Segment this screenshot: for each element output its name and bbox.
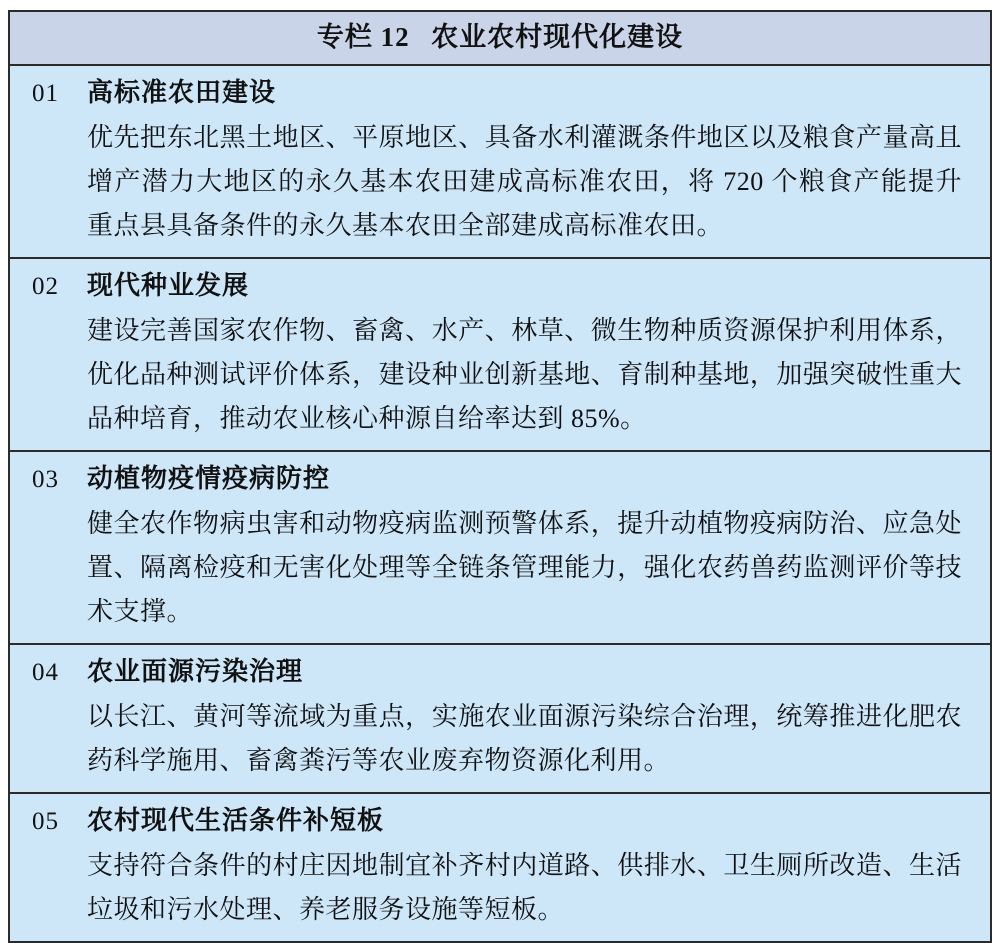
section-heading: 农村现代生活条件补短板 [87, 806, 385, 835]
section-row [10, 452, 990, 645]
section-body: 健全农作物病虫害和动物疫病监测预警体系，提升动植物疫病防治、应急处置、隔离检疫和无害化处理等全链条管理能力，强化农药兽药监测评价等技术支撑。 [87, 509, 962, 626]
section-row [10, 794, 990, 941]
section-row [10, 66, 990, 259]
section-body: 以长江、黄河等流域为重点，实施农业面源污染综合治理，统筹推进化肥农药科学施用、畜禽粪污等农业废弃物资源化利用。 [87, 702, 962, 775]
section-body: 支持符合条件的村庄因地制宜补齐村内道路、供排水、卫生厕所改造、生活垃圾和污水处理、养老服务设施等短板。 [87, 851, 962, 924]
section-heading: 现代种业发展 [87, 271, 250, 300]
column-box-panel [8, 10, 992, 943]
section-body: 优先把东北黑土地区、平原地区、具备水利灌溉条件地区以及粮食产量高且增产潜力大地区的永久基本农田建成高标准农田，将 720 个粮食产能提升重点县具备条件的永久基本农田全部建成高标准农田。 [87, 123, 962, 240]
section-body: 建设完善国家农作物、畜禽、水产、林草、微生物种质资源保护利用体系，优化品种测试评价体系，建设种业创新基地、育制种基地，加强突破性重大品种培育，推动农业核心种源自给率达到 85%。 [87, 316, 962, 433]
section-head [32, 650, 962, 695]
section-heading: 农业面源污染治理 [87, 657, 304, 686]
section-number: 04 [32, 659, 59, 686]
section-number: 02 [32, 273, 59, 300]
section-heading: 动植物疫情疫病防控 [87, 464, 331, 493]
panel-title-text: 农业农村现代化建设 [431, 22, 684, 52]
section-number: 03 [32, 466, 59, 493]
section-heading: 高标准农田建设 [87, 78, 277, 107]
section-head [32, 457, 962, 502]
panel-title [10, 12, 990, 66]
section-row [10, 259, 990, 452]
section-head [32, 264, 962, 309]
panel-title-label: 专栏 12 [316, 22, 410, 52]
section-number: 01 [32, 80, 59, 107]
section-head [32, 799, 962, 844]
section-row [10, 645, 990, 794]
section-head [32, 71, 962, 116]
section-number: 05 [32, 808, 59, 835]
